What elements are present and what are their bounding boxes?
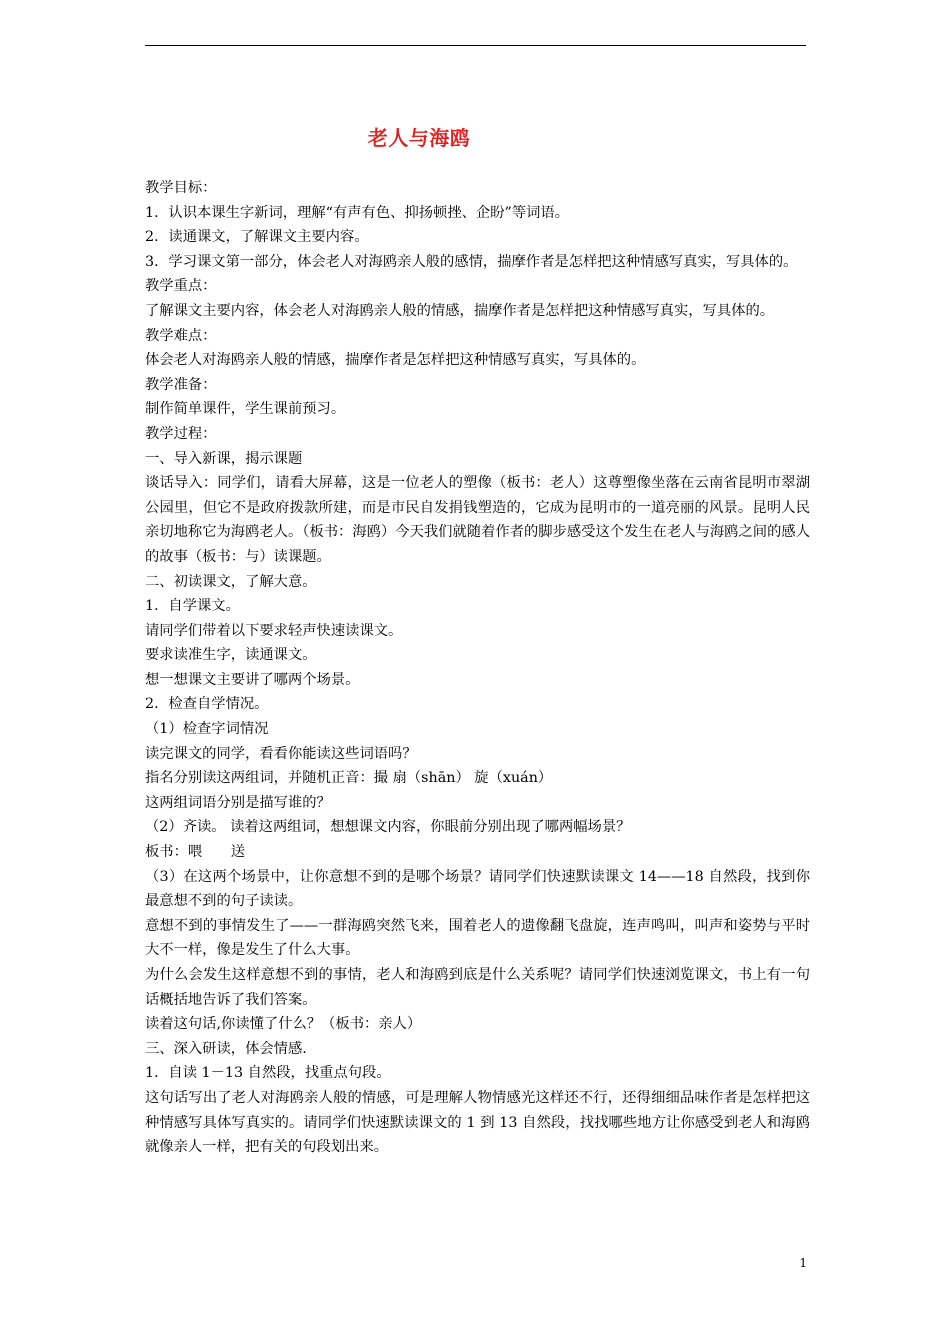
paragraph: 体会老人对海鸥亲人般的情感，揣摩作者是怎样把这种情感写真实，写具体的。 — [145, 352, 646, 369]
paragraph: 指名分别读这两组词，并随机正音：撮 扇（shān） 旋（xuán） — [145, 770, 553, 787]
header-rule — [145, 45, 806, 46]
paragraph: 教学难点： — [145, 327, 217, 344]
paragraph: 1．自学课文。 — [145, 598, 240, 615]
paragraph: 2．检查自学情况。 — [145, 696, 269, 713]
paragraph: 板书：喂 送 — [145, 844, 246, 861]
paragraph: （1）检查字词情况 — [145, 721, 269, 738]
paragraph: 读着这句话,你读懂了什么？（板书：亲人） — [145, 1016, 422, 1033]
paragraph: 3．学习课文第一部分，体会老人对海鸥亲人般的感情，揣摩作者是怎样把这种情感写真实，写具体的。 — [145, 253, 798, 270]
paragraph: 二、初读课文，了解大意。 — [145, 573, 317, 590]
paragraph: 读完课文的同学，看看你能读这些词语吗？ — [145, 745, 417, 762]
paragraph: 谈话导入：同学们，请看大屏幕，这是一位老人的塑像（板书：老人）这尊塑像坐落在云南省昆明市翠湖公园里，但它不是政府拨款所建，而是市民自发捐钱塑造的，它成为昆明市的一道亮丽的风景。昆明人民亲切地称它为海鸥老人。（板书：海鸥）今天我们就随着作者的脚步感受这个发生在老人与海鸥之间的感人的故事（板书：与）读课题。 — [145, 475, 810, 565]
paragraph: 教学过程： — [145, 425, 217, 442]
paragraph: 1．认识本课生字新词，理解“有声有色、抑扬顿挫、企盼”等词语。 — [145, 204, 570, 221]
paragraph: 这两组词语分别是描写谁的？ — [145, 794, 331, 811]
paragraph: 请同学们带着以下要求轻声快速读课文。 — [145, 622, 403, 639]
paragraph: 2．读通课文，了解课文主要内容。 — [145, 229, 369, 246]
page-number: 1 — [799, 1256, 807, 1270]
paragraph: 要求读准生字，读通课文。 — [145, 647, 317, 664]
paragraph: 了解课文主要内容，体会老人对海鸥亲人般的情感，揣摩作者是怎样把这种情感写真实，写具体的。 — [145, 302, 775, 319]
paragraph: 这句话写出了老人对海鸥亲人般的情感，可是理解人物情感光这样还不行，还得细细品味作者是怎样把这种情感写具体写真实的。请同学们快速默读课文的 1 到 13 自然段，找找哪些地方让你感受到老人和海鸥就像亲人一样，把有关的句段划出来。 — [145, 1089, 810, 1156]
paragraph: 教学重点： — [145, 278, 217, 295]
paragraph: （3）在这两个场景中，让你意想不到的是哪个场景？请同学们快速默读课文 14——18 自然段，找到你最意想不到的句子读读。 — [145, 868, 810, 910]
document-title: 老人与海鸥 — [367, 126, 471, 150]
paragraph: 一、导入新课，揭示课题 — [145, 450, 303, 467]
paragraph: （2）齐读。 读着这两组词，想想课文内容，你眼前分别出现了哪两幅场景？ — [145, 819, 631, 836]
paragraph: 为什么会发生这样意想不到的事情，老人和海鸥到底是什么关系呢？请同学们快速浏览课文，书上有一句话概括地告诉了我们答案。 — [145, 967, 810, 1008]
paragraph: 三、深入研读，体会情感. — [145, 1040, 307, 1057]
paragraph: 1．自读 1－13 自然段，找重点句段。 — [145, 1065, 391, 1082]
paragraph: 想一想课文主要讲了哪两个场景。 — [145, 671, 360, 688]
paragraph: 教学准备： — [145, 376, 217, 393]
document-body — [145, 176, 810, 1160]
paragraph: 制作简单课件，学生课前预习。 — [145, 401, 346, 418]
paragraph: 意想不到的事情发生了——一群海鸥突然飞来，围着老人的遗像翻飞盘旋，连声鸣叫，叫声和姿势与平时大不一样，像是发生了什么大事。 — [145, 917, 810, 959]
paragraph: 教学目标： — [145, 180, 217, 196]
